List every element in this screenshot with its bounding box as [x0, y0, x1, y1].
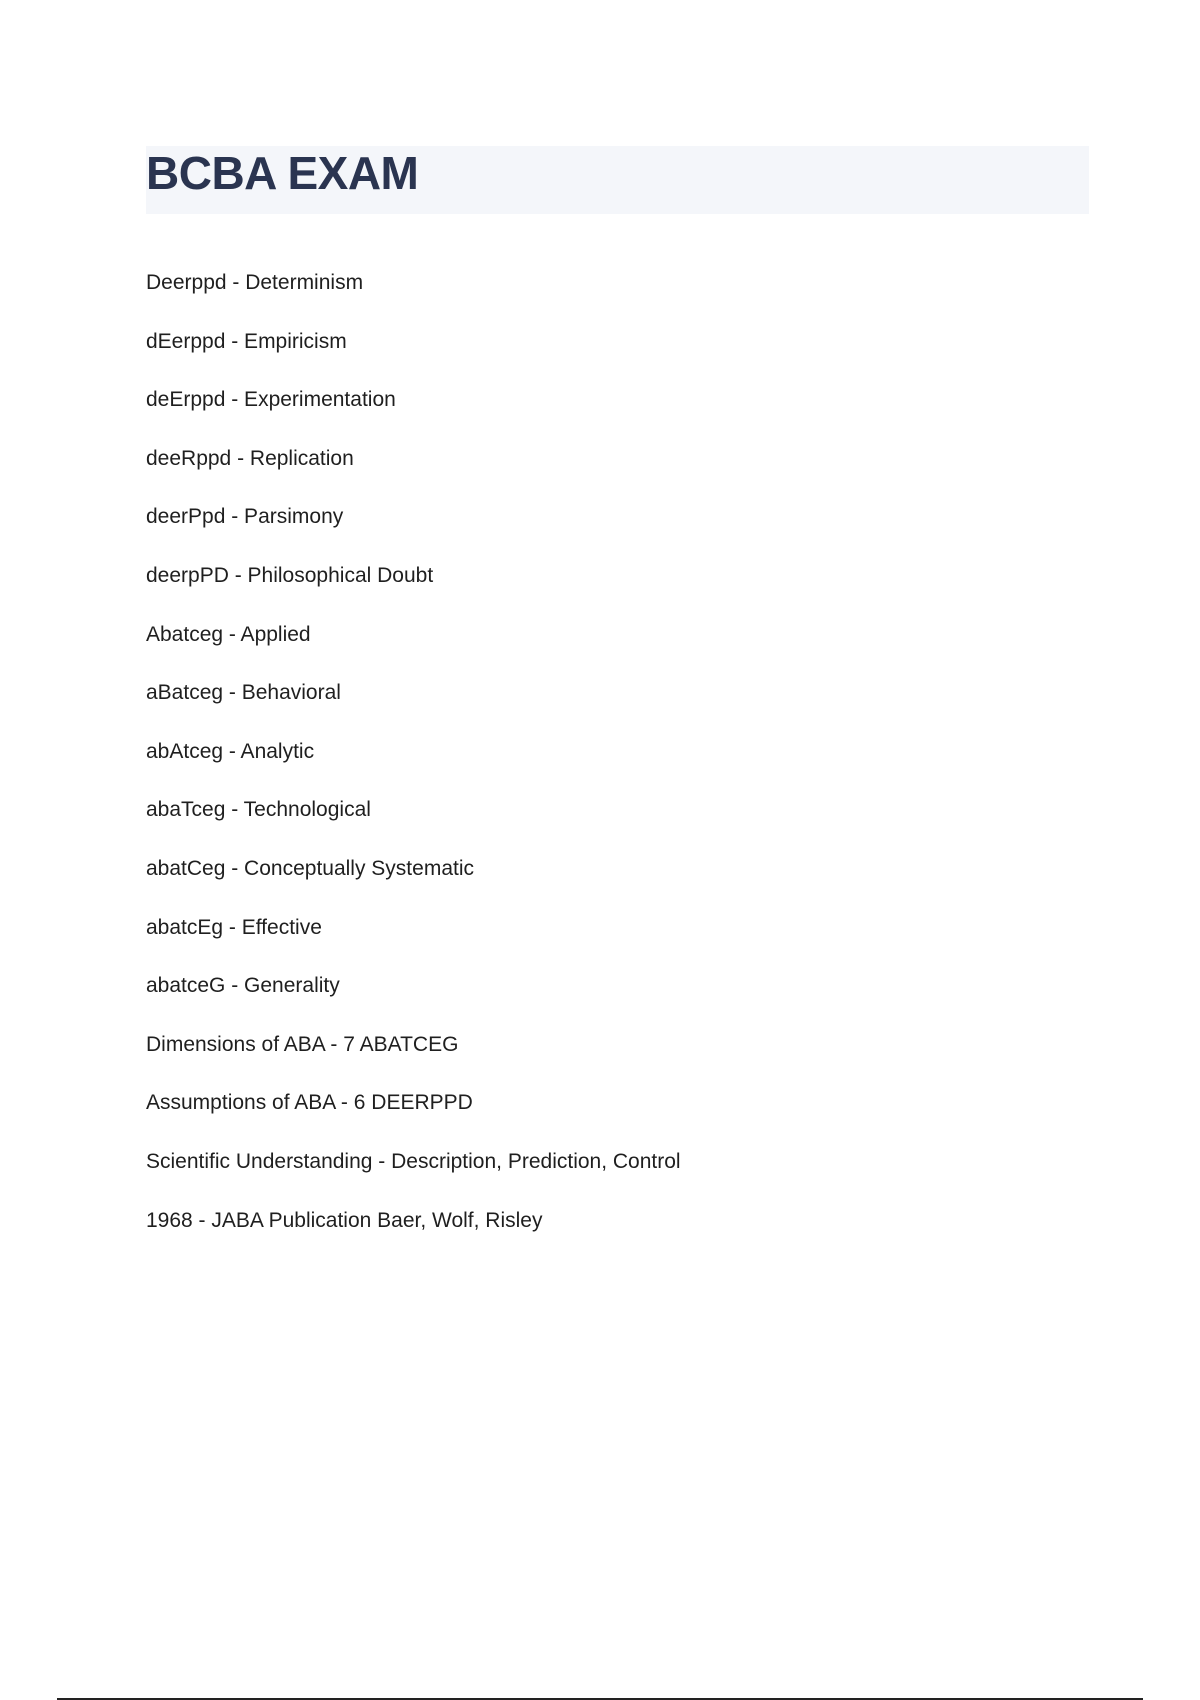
term-entry: Scientific Understanding - Description, Prediction, Control — [146, 1149, 681, 1173]
term-entry: aBatceg - Behavioral — [146, 681, 341, 705]
term-entry: abAtceg - Analytic — [146, 739, 315, 763]
term-entry: abaTceg - Technological — [146, 798, 371, 822]
term-entry: abatceG - Generality — [146, 974, 340, 998]
term-entry: Assumptions of ABA - 6 DEERPPD — [146, 1091, 473, 1115]
term-entry: abatCeg - Conceptually Systematic — [146, 856, 474, 880]
term-entry: Abatceg - Applied — [146, 622, 311, 646]
term-entry: Dimensions of ABA - 7 ABATCEG — [146, 1032, 459, 1056]
term-entry: abatcEg - Effective — [146, 915, 322, 939]
term-list — [146, 268, 681, 1264]
term-entry: 1968 - JABA Publication Baer, Wolf, Risley — [146, 1208, 543, 1232]
term-entry: deErppd - Experimentation — [146, 388, 396, 412]
term-entry: dEerppd - Empiricism — [146, 329, 347, 353]
term-entry: deerpPD - Philosophical Doubt — [146, 563, 434, 587]
document-title: BCBA EXAM — [146, 147, 419, 199]
term-entry: deeRppd - Replication — [146, 446, 354, 470]
term-entry: Deerppd - Determinism — [146, 271, 364, 294]
term-entry: deerPpd - Parsimony — [146, 505, 344, 529]
